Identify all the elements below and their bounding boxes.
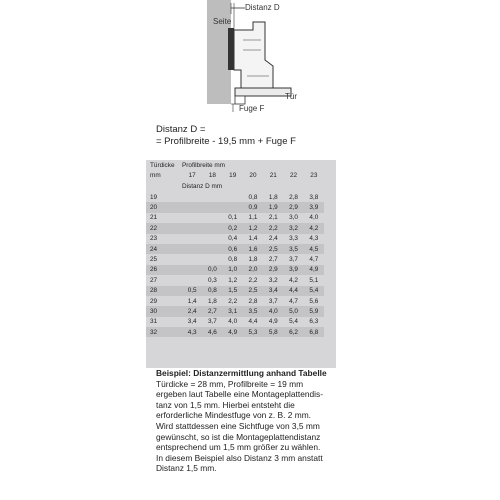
table-row [146, 275, 324, 285]
table-row [146, 317, 324, 327]
distance-cell: 4,4 [283, 286, 303, 296]
distance-cell: 2,0 [243, 265, 263, 275]
example-text [156, 368, 356, 474]
door-thickness-cell: 30 [146, 306, 182, 316]
distance-cell: 4,9 [268, 318, 278, 326]
distance-cell [202, 192, 222, 202]
distance-cell: 3,0 [289, 214, 298, 222]
distance-cell: 1,1 [248, 214, 258, 222]
distance-cell [182, 223, 202, 233]
door-thickness-cell: 25 [150, 256, 158, 264]
table-body [146, 192, 324, 337]
table-row [146, 202, 324, 212]
distance-cell: 1,0 [223, 265, 243, 275]
distance-cell: 3,7 [268, 297, 278, 305]
distance-table-container [146, 160, 336, 368]
distance-cell: 3,1 [223, 306, 243, 316]
distance-cell: 1,5 [223, 286, 243, 296]
distance-cell: 5,3 [243, 327, 263, 337]
distance-cell: 0,2 [223, 223, 243, 233]
distance-cell: 1,4 [248, 235, 258, 243]
distance-cell [182, 275, 202, 285]
distance-cell: 2,4 [182, 306, 202, 316]
table-row [146, 223, 324, 233]
distance-cell: 2,8 [248, 297, 258, 305]
door-shape [235, 88, 291, 96]
example-title: Beispiel: Distanzermittlung anhand Tabelle [156, 368, 327, 378]
door-edge-shape [235, 96, 245, 104]
label-fuge: Fuge F [239, 104, 265, 113]
distance-cell: 2,2 [263, 223, 283, 233]
distance-cell: 2,5 [243, 286, 263, 296]
table-row [146, 244, 324, 254]
distance-cell: 0,8 [202, 286, 222, 296]
distance-cell: 0,8 [228, 256, 238, 264]
distance-cell: 6,2 [283, 327, 303, 337]
distance-cell [223, 192, 243, 202]
label-seite: Seite [213, 17, 232, 26]
distance-cell: 4,2 [289, 276, 298, 284]
header-mm: mm [150, 171, 161, 179]
distance-cell: 5,8 [263, 327, 283, 337]
door-thickness-cell: 31 [150, 318, 158, 326]
example-line: ergeben laut Tabelle eine Montageplattendis- [156, 389, 323, 400]
distance-cell: 2,1 [268, 214, 278, 222]
distance-cell: 2,9 [263, 265, 283, 275]
distance-cell: 0,8 [248, 193, 258, 201]
door-thickness-cell: 28 [146, 286, 182, 296]
distance-cell: 0,9 [243, 202, 263, 212]
table-header-row-2 [146, 170, 324, 180]
distance-cell: 4,7 [309, 256, 319, 264]
distance-cell [182, 234, 202, 244]
distance-cell: 4,9 [304, 265, 324, 275]
example-line: tanz von 1,5 mm. Hierbei entsteht die [156, 399, 295, 410]
distance-cell: 0,1 [228, 214, 238, 222]
example-line: Türdicke = 28 mm, Profilbreite = 19 mm [156, 378, 304, 389]
distance-cell: 2,8 [289, 193, 298, 201]
distance-cell: 3,5 [283, 244, 303, 254]
distance-cell [182, 254, 202, 264]
example-line: In diesem Beispiel also Distanz 3 mm anstatt [156, 452, 323, 463]
distance-cell: 1,8 [207, 297, 217, 305]
distance-cell: 4,7 [289, 297, 298, 305]
distance-cell [182, 202, 202, 212]
distance-cell [202, 254, 222, 264]
table-row [146, 265, 324, 275]
distance-cell: 6,3 [309, 318, 319, 326]
distance-cell [182, 244, 202, 254]
distance-cell: 2,2 [248, 276, 258, 284]
distance-cell [202, 202, 222, 212]
example-line: Distanz 1,5 mm. [156, 463, 217, 474]
distance-cell: 5,9 [304, 306, 324, 316]
distance-cell: 3,4 [263, 286, 283, 296]
distance-cell [202, 234, 222, 244]
distance-cell: 3,9 [304, 202, 324, 212]
distance-cell: 4,9 [223, 327, 243, 337]
distance-cell: 2,9 [283, 202, 303, 212]
distance-cell: 0,0 [202, 265, 222, 275]
door-thickness-cell: 26 [146, 265, 182, 275]
door-thickness-cell: 32 [146, 327, 182, 337]
example-line: Wird stattdessen eine Sichtfuge von 3,5 mm [156, 420, 320, 431]
door-thickness-cell: 23 [150, 235, 158, 243]
distance-cell: 6,8 [304, 327, 324, 337]
distance-cell: 2,4 [268, 235, 278, 243]
distance-cell: 4,4 [248, 318, 258, 326]
door-thickness-cell: 29 [150, 297, 158, 305]
distance-formula [156, 124, 296, 148]
example-line: gewünscht, so ist die Montageplattendistanz [156, 431, 321, 442]
distance-cell: 0,6 [223, 244, 243, 254]
distance-cell: 0,3 [207, 276, 217, 284]
side-panel-shape [207, 0, 231, 104]
distance-cell: 1,6 [243, 244, 263, 254]
label-distanz: Distanz D [245, 3, 280, 12]
table-row [146, 286, 324, 296]
door-thickness-cell: 21 [150, 214, 158, 222]
distance-cell [182, 192, 202, 202]
distance-cell: 3,2 [268, 276, 278, 284]
header-profile-width: Profilbreite mm [182, 161, 225, 169]
distance-cell [202, 213, 222, 223]
distance-cell [223, 202, 243, 212]
distance-cell: 3,4 [187, 318, 197, 326]
label-tuer: Tür [285, 92, 297, 101]
distance-cell: 3,5 [243, 306, 263, 316]
table-row [146, 234, 324, 244]
door-thickness-cell: 20 [146, 202, 182, 212]
profile-width-header: 23 [310, 171, 318, 179]
profile-width-header: 22 [289, 171, 298, 179]
distance-cell: 2,5 [263, 244, 283, 254]
table-row [146, 327, 324, 337]
distance-cell: 3,7 [289, 256, 298, 264]
distance-table [146, 160, 324, 337]
distance-cell: 1,8 [248, 256, 258, 264]
distance-cell [182, 213, 202, 223]
distance-cell: 1,9 [263, 202, 283, 212]
door-thickness-cell: 27 [150, 276, 158, 284]
door-thickness-cell: 22 [146, 223, 182, 233]
distance-cell: 0,5 [182, 286, 202, 296]
table-row [146, 213, 324, 223]
distance-cell: 4,0 [228, 318, 238, 326]
table-row [146, 296, 324, 306]
profile-width-header: 20 [249, 171, 257, 179]
distance-cell: 0,4 [228, 235, 238, 243]
distance-cell: 2,2 [228, 297, 238, 305]
table-row [146, 254, 324, 264]
distance-cell: 5,0 [283, 306, 303, 316]
distance-cell: 1,2 [228, 276, 238, 284]
table-header-row-1 [146, 160, 324, 170]
example-line: erforderliche Mindestfuge von z. B. 2 mm. [156, 410, 312, 421]
table-row [146, 192, 324, 202]
distance-cell: 4,3 [309, 235, 319, 243]
distance-cell: 1,2 [243, 223, 263, 233]
header-distanz: Distanz D mm [182, 182, 223, 190]
hinge-arm-shape [234, 22, 273, 88]
door-thickness-cell: 19 [150, 193, 158, 201]
distance-cell: 4,0 [309, 214, 319, 222]
formula-line-2: = Profilbreite - 19,5 mm + Fuge F [156, 136, 296, 147]
example-line: entsprechend um 1,5 mm größer zu wählen. [156, 442, 321, 453]
distance-cell: 1,4 [187, 297, 197, 305]
distance-cell [202, 223, 222, 233]
distance-cell: 4,5 [304, 244, 324, 254]
profile-width-header: 17 [188, 171, 196, 179]
distance-cell: 4,0 [263, 306, 283, 316]
distance-cell: 3,7 [207, 318, 217, 326]
profile-width-header: 18 [208, 171, 216, 179]
distance-cell: 4,6 [202, 327, 222, 337]
hinge-distance-diagram [195, 0, 315, 120]
example-lines [156, 379, 356, 474]
distance-cell: 1,8 [268, 193, 278, 201]
distance-cell [182, 265, 202, 275]
table-row [146, 306, 324, 316]
distance-cell: 3,9 [283, 265, 303, 275]
header-door-thickness: Türdicke [150, 161, 175, 169]
distance-cell: 5,6 [309, 297, 319, 305]
formula-line-1: Distanz D = [156, 124, 206, 135]
door-thickness-cell: 24 [146, 244, 182, 254]
distance-cell: 2,7 [268, 256, 278, 264]
distance-cell: 3,2 [283, 223, 303, 233]
distance-cell: 2,7 [202, 306, 222, 316]
table-header-row-3 [146, 180, 324, 192]
distance-cell: 3,3 [289, 235, 298, 243]
profile-width-header: 19 [229, 171, 237, 179]
mounting-plate-shape [228, 28, 234, 70]
distance-cell: 5,1 [309, 276, 319, 284]
distance-cell [202, 244, 222, 254]
profile-width-header: 21 [269, 171, 277, 179]
distance-cell: 4,3 [182, 327, 202, 337]
distance-cell: 3,8 [309, 193, 319, 201]
distance-cell: 5,4 [289, 318, 298, 326]
distance-cell: 4,2 [304, 223, 324, 233]
distance-cell: 5,4 [304, 286, 324, 296]
